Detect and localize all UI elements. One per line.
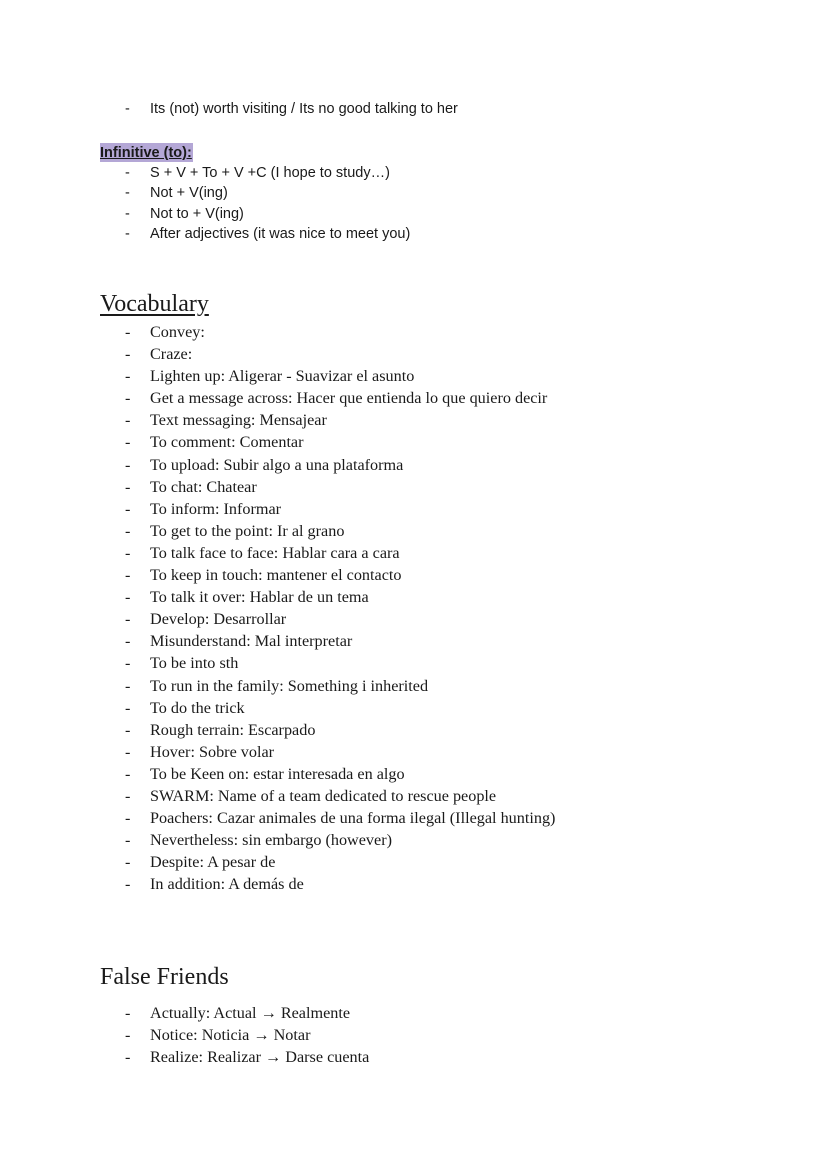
dash-bullet: - — [125, 566, 131, 585]
list-item — [100, 183, 410, 203]
dash-bullet: - — [125, 433, 131, 452]
list-item — [100, 476, 555, 498]
list-item-text: S + V + To + V +C (I hope to study…) — [150, 165, 390, 181]
list-item — [100, 763, 555, 785]
list-item — [100, 829, 555, 851]
list-item — [100, 608, 555, 630]
list-item — [100, 520, 555, 542]
list-item — [100, 586, 555, 608]
list-item-text: Not + V(ing) — [150, 185, 228, 202]
list-item — [100, 697, 555, 719]
dash-bullet: - — [125, 632, 131, 651]
dash-bullet: - — [125, 205, 130, 222]
list-item — [100, 873, 555, 895]
list-item — [100, 409, 555, 431]
list-item — [100, 1002, 369, 1024]
list-item-text: Nevertheless: sin embargo (however) — [150, 831, 392, 850]
list-item-text: To be Keen on: estar interesada en algo — [150, 764, 405, 783]
list-item — [100, 498, 555, 520]
dash-bullet: - — [125, 809, 131, 828]
list-item-text: To inform: Informar — [150, 499, 282, 518]
dash-bullet: - — [125, 225, 130, 242]
dash-bullet: - — [125, 742, 131, 761]
list-item-text: To talk face to face: Hablar cara a cara — [150, 543, 400, 562]
list-item-text: To do the trick — [150, 698, 245, 717]
dash-bullet: - — [125, 1026, 131, 1045]
dash-bullet: - — [125, 676, 131, 695]
dash-bullet: - — [125, 165, 130, 181]
list-item — [100, 321, 555, 343]
dash-bullet: - — [125, 698, 131, 717]
list-item-text: Lighten up: Aligerar - Suavizar el asunto — [150, 367, 415, 386]
list-item-text: To keep in touch: mantener el contacto — [150, 566, 402, 585]
list-item-text: Poachers: Cazar animales de una forma ilegal (Illegal hunting) — [150, 809, 556, 828]
list-item-text: Hover: Sobre volar — [150, 742, 275, 761]
list-item — [100, 564, 555, 586]
list-item-text: After adjectives (it was nice to meet you) — [150, 225, 411, 242]
list-item-text: To be into sth — [150, 654, 239, 673]
vocabulary-list — [100, 321, 555, 895]
list-item-text: In addition: A demás de — [150, 875, 304, 894]
list-item-text: To comment: Comentar — [150, 433, 304, 452]
dash-bullet: - — [125, 345, 131, 364]
dash-bullet: - — [125, 389, 131, 408]
list-item-text: Craze: — [150, 345, 193, 364]
list-item-text: Convey: — [150, 323, 205, 341]
infinitive-heading: Infinitive (to): — [100, 145, 192, 161]
list-item — [100, 851, 555, 873]
list-item — [100, 204, 410, 224]
list-item — [100, 542, 555, 564]
list-item-text: Develop: Desarrollar — [150, 610, 287, 629]
dash-bullet: - — [125, 543, 131, 562]
dash-bullet: - — [125, 610, 131, 629]
list-item — [100, 387, 555, 409]
dash-bullet: - — [125, 1048, 131, 1067]
list-item — [100, 99, 458, 119]
list-item — [100, 675, 555, 697]
dash-bullet: - — [125, 720, 131, 739]
dash-bullet: - — [125, 588, 131, 607]
list-item-text: Its (not) worth visiting / Its no good talking to her — [150, 101, 458, 117]
list-item-text: Get a message across: Hacer que entienda lo que quiero decir — [150, 389, 548, 408]
list-item-text: Despite: A pesar de — [150, 853, 276, 872]
list-item — [100, 1046, 369, 1068]
list-item — [100, 1024, 369, 1046]
dash-bullet: - — [125, 101, 130, 117]
list-item — [100, 163, 410, 183]
list-item — [100, 343, 555, 365]
list-item — [100, 719, 555, 741]
dash-bullet: - — [125, 831, 131, 850]
list-item — [100, 741, 555, 763]
vocabulary-heading: Vocabulary — [100, 291, 209, 317]
dash-bullet: - — [125, 367, 131, 386]
list-item-text: To talk it over: Hablar de un tema — [150, 588, 369, 607]
list-item-text: SWARM: Name of a team dedicated to rescue people — [150, 786, 497, 805]
list-item-text: Not to + V(ing) — [150, 205, 244, 222]
list-item — [100, 807, 555, 829]
list-item-text: To get to the point: Ir al grano — [150, 521, 345, 540]
top-list — [100, 99, 458, 119]
dash-bullet: - — [125, 1004, 131, 1022]
false-friends-list — [100, 1002, 369, 1068]
list-item-text: Text messaging: Mensajear — [150, 411, 327, 430]
dash-bullet: - — [125, 455, 131, 474]
list-item — [100, 785, 555, 807]
list-item-text: To upload: Subir algo a una plataforma — [150, 455, 404, 474]
list-item-text: Actually: Actual → Realmente — [150, 1004, 351, 1022]
dash-bullet: - — [125, 499, 131, 518]
list-item — [100, 652, 555, 674]
dash-bullet: - — [125, 764, 131, 783]
dash-bullet: - — [125, 521, 131, 540]
list-item — [100, 630, 555, 652]
dash-bullet: - — [125, 323, 131, 341]
list-item — [100, 365, 555, 387]
list-item — [100, 431, 555, 453]
dash-bullet: - — [125, 786, 131, 805]
false-friends-heading: False Friends — [100, 964, 229, 990]
dash-bullet: - — [125, 185, 130, 202]
dash-bullet: - — [125, 875, 131, 894]
dash-bullet: - — [125, 853, 131, 872]
list-item-text: Rough terrain: Escarpado — [150, 720, 316, 739]
dash-bullet: - — [125, 411, 131, 430]
list-item — [100, 454, 555, 476]
dash-bullet: - — [125, 654, 131, 673]
dash-bullet: - — [125, 477, 131, 496]
list-item-text: Realize: Realizar → Darse cuenta — [150, 1048, 370, 1067]
list-item — [100, 224, 410, 244]
list-item-text: To chat: Chatear — [150, 477, 257, 496]
infinitive-list — [100, 163, 410, 244]
list-item-text: Misunderstand: Mal interpretar — [150, 632, 353, 651]
list-item-text: To run in the family: Something i inherited — [150, 676, 429, 695]
list-item-text: Notice: Noticia → Notar — [150, 1026, 311, 1045]
